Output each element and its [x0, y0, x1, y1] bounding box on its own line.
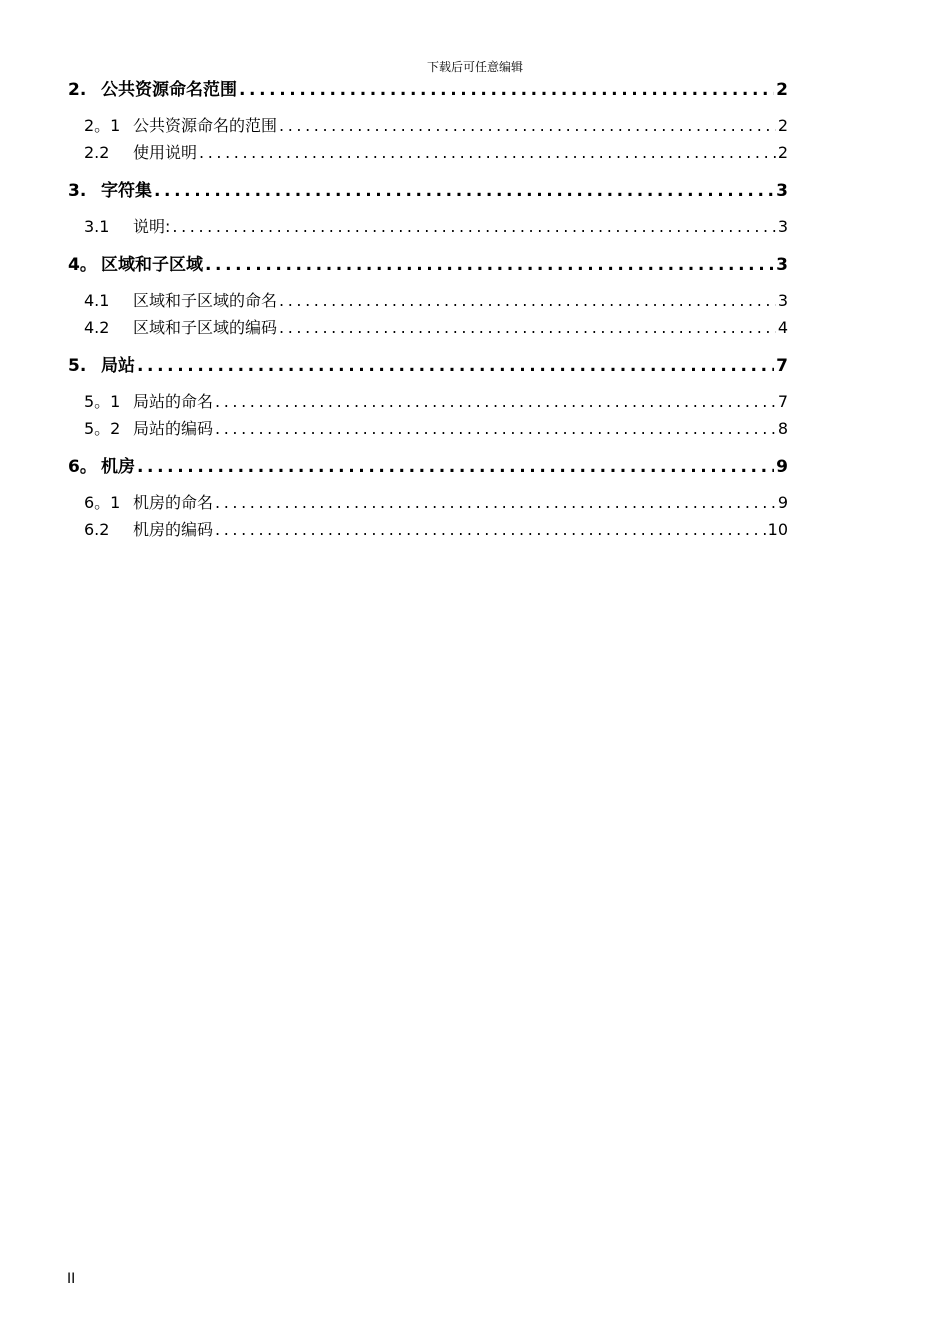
toc-leader — [172, 216, 775, 238]
toc-number: 4.1 — [84, 291, 110, 310]
toc-page-number: 9 — [776, 457, 788, 477]
toc-entry[interactable] — [68, 354, 788, 391]
toc-number: 3. — [68, 181, 87, 201]
toc-number: 6。1 — [84, 493, 121, 512]
toc-leader — [279, 290, 776, 312]
toc-leader — [279, 115, 776, 137]
toc-page-number: 3 — [777, 217, 788, 236]
toc-number: 5。1 — [84, 392, 121, 411]
toc-entry[interactable] — [68, 317, 788, 354]
toc-title: 局站的命名 — [133, 392, 214, 411]
toc-number: 6.2 — [84, 520, 110, 539]
toc-number: 2. — [68, 80, 87, 100]
toc-title: 公共资源命名范围 — [101, 80, 237, 100]
toc-title: 机房的编码 — [133, 520, 214, 539]
toc-title: 字符集 — [101, 181, 152, 201]
toc-page-number: 10 — [767, 520, 788, 539]
toc-entry[interactable] — [68, 115, 788, 142]
toc-page-number: 3 — [777, 291, 788, 310]
header-note: 下载后可任意编辑 — [426, 60, 523, 74]
toc-entry[interactable] — [68, 179, 788, 216]
toc-entry[interactable] — [68, 142, 788, 179]
toc-page-number: 8 — [777, 419, 788, 438]
toc-number: 4.2 — [84, 318, 110, 337]
toc-number: 5. — [68, 356, 87, 376]
toc-leader — [205, 253, 774, 277]
toc-number: 3.1 — [84, 217, 110, 236]
toc-entry[interactable] — [68, 455, 788, 492]
toc-title: 局站的编码 — [133, 419, 214, 438]
toc-entry[interactable] — [68, 216, 788, 253]
toc-leader — [215, 492, 776, 514]
toc-title: 局站 — [101, 356, 135, 376]
toc-entry[interactable] — [68, 519, 788, 546]
toc-title: 机房 — [101, 457, 135, 477]
toc-number: 5。2 — [84, 419, 121, 438]
toc-page-number: 3 — [776, 255, 788, 275]
toc-page-number: 7 — [777, 392, 788, 411]
toc-leader — [137, 455, 774, 479]
table-of-contents — [68, 78, 788, 546]
toc-leader — [215, 418, 776, 440]
toc-number: 2。1 — [84, 116, 121, 135]
toc-number: 2.2 — [84, 143, 110, 162]
toc-page-number: 4 — [777, 318, 788, 337]
toc-leader — [137, 354, 774, 378]
toc-title: 机房的命名 — [133, 493, 214, 512]
toc-title: 使用说明 — [133, 143, 198, 162]
toc-leader — [199, 142, 776, 164]
toc-page-number: 2 — [777, 116, 788, 135]
toc-number: 6。 — [68, 457, 97, 477]
toc-entry[interactable] — [68, 253, 788, 290]
toc-page-number: 2 — [776, 80, 788, 100]
toc-entry[interactable] — [68, 492, 788, 519]
toc-entry[interactable] — [68, 418, 788, 455]
toc-title: 说明: — [133, 217, 171, 236]
toc-entry[interactable] — [68, 290, 788, 317]
toc-title: 区域和子区域的编码 — [133, 318, 278, 337]
toc-title: 公共资源命名的范围 — [133, 116, 278, 135]
toc-page-number: 7 — [776, 356, 788, 376]
toc-leader — [215, 391, 776, 413]
toc-leader — [279, 317, 776, 339]
toc-page-number: 9 — [777, 493, 788, 512]
toc-title: 区域和子区域 — [101, 255, 203, 275]
toc-leader — [154, 179, 774, 203]
toc-entry[interactable] — [68, 391, 788, 418]
toc-number: 4。 — [68, 255, 97, 275]
toc-title: 区域和子区域的命名 — [133, 291, 278, 310]
toc-entry[interactable] — [68, 78, 788, 115]
toc-page-number: 2 — [777, 143, 788, 162]
toc-leader — [215, 519, 766, 541]
footer-page-number: II — [67, 1271, 76, 1287]
toc-leader — [239, 78, 774, 102]
toc-page-number: 3 — [776, 181, 788, 201]
